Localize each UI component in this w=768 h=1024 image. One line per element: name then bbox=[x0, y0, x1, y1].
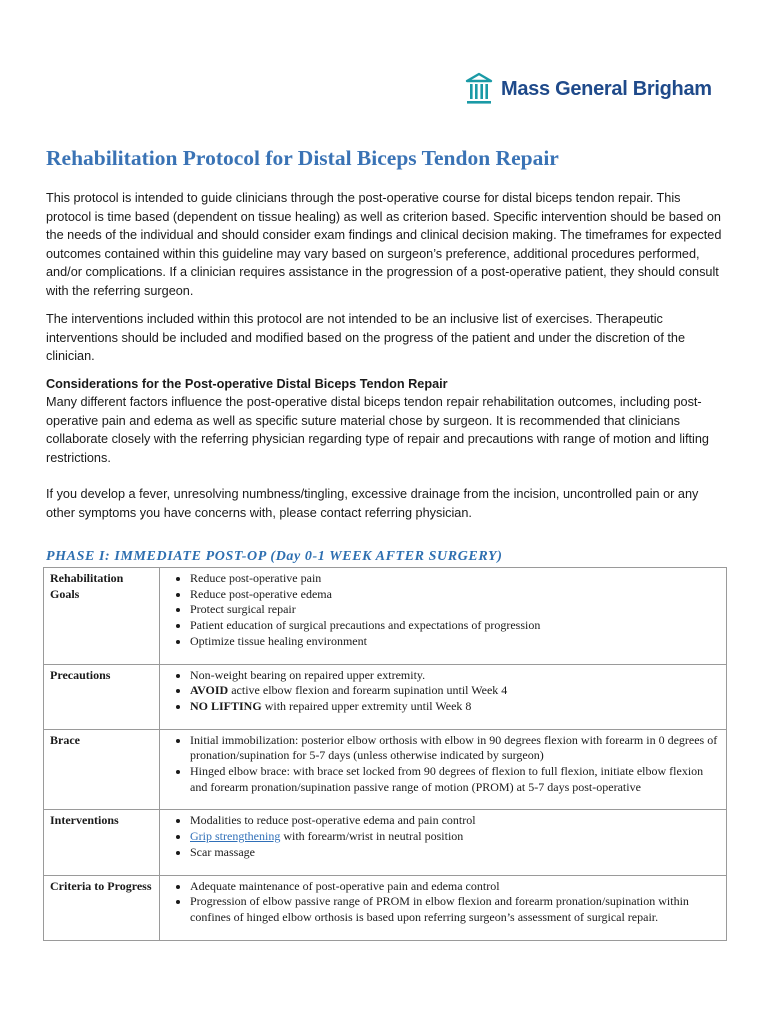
considerations-heading: Considerations for the Post-operative Distal Biceps Tendon Repair bbox=[46, 376, 448, 391]
row-content bbox=[160, 875, 727, 940]
considerations-paragraph: Many different factors influence the post-operative distal biceps tendon repair rehabilitation outcomes, including post-operative pain and edema as well as specific suture material chose by surgeon. It is recommended that clinicians collaborate closely with the referring physician regarding type of repair and precautions with range of motion and lifting restrictions. bbox=[46, 395, 709, 465]
avoid-emphasis: AVOID bbox=[190, 683, 229, 698]
list-item: • Protect surgical repair bbox=[190, 602, 720, 618]
grip-strengthening-link[interactable]: Grip strengthening bbox=[190, 829, 281, 844]
org-logo bbox=[465, 72, 712, 106]
row-label: Interventions bbox=[44, 810, 160, 875]
intro-paragraph-2: The interventions included within this protocol are not intended to be an inclusive list of exercises. Therapeutic interventions should be included and modified based on the progress of the patient and under the discretion of the clinician. bbox=[46, 312, 686, 363]
row-label: Brace bbox=[44, 729, 160, 810]
list-item bbox=[190, 683, 720, 699]
no-lifting-emphasis: NO LIFTING bbox=[190, 698, 262, 713]
list-item: • Scar massage bbox=[190, 845, 720, 861]
row-label: Criteria to Progress bbox=[44, 875, 160, 940]
row-content bbox=[160, 729, 727, 810]
table-row bbox=[44, 664, 727, 729]
intro-section bbox=[46, 189, 726, 522]
list-item: • Modalities to reduce post-operative edema and pain control bbox=[190, 813, 720, 829]
list-item: • Non-weight bearing on repaired upper extremity. bbox=[190, 668, 720, 684]
bullet-list bbox=[166, 813, 720, 860]
list-item: • Reduce post-operative pain bbox=[190, 571, 720, 587]
list-item: • Reduce post-operative edema bbox=[190, 587, 720, 603]
bullet-list bbox=[166, 668, 720, 715]
list-item: • Adequate maintenance of post-operative pain and edema control bbox=[190, 879, 720, 895]
row-content bbox=[160, 810, 727, 875]
contact-paragraph: If you develop a fever, unresolving numbness/tingling, excessive drainage from the incision, uncontrolled pain or any other symptoms you have concerns with, please contact referring physician. bbox=[46, 487, 699, 520]
no-lifting-text: with repaired upper extremity until Week 8 bbox=[261, 698, 472, 713]
row-content bbox=[160, 568, 727, 665]
avoid-text: active elbow flexion and forearm supination until Week 4 bbox=[228, 683, 508, 698]
row-content bbox=[160, 664, 727, 729]
table-row bbox=[44, 729, 727, 810]
bullet-list bbox=[166, 879, 720, 926]
org-name: Mass General Brigham bbox=[501, 77, 712, 100]
row-label: Rehabilitation Goals bbox=[44, 568, 160, 665]
phase-heading: PHASE I: IMMEDIATE POST-OP (Day 0-1 WEEK AFTER SURGERY) bbox=[46, 549, 503, 564]
list-item: • Initial immobilization: posterior elbow orthosis with elbow in 90 degrees flexion with forearm in 0 degrees of pronation/supination for 5-7 days (unless otherwise indicated by surgeon) bbox=[190, 733, 720, 764]
list-item: • Patient education of surgical precautions and expectations of progression bbox=[190, 618, 720, 634]
list-item: • Progression of elbow passive range of PROM in elbow flexion and forearm pronation/supination within confines of hinged elbow orthosis is based upon referring surgeon’s assessment of surgical repair. bbox=[190, 894, 720, 925]
list-item: • Hinged elbow brace: with brace set locked from 90 degrees of flexion to full flexion, initiate elbow flexion and forearm pronation/supination passive range of motion (PROM) at 5-7 days post-operative bbox=[190, 764, 720, 795]
list-item bbox=[190, 699, 720, 715]
row-label: Precautions bbox=[44, 664, 160, 729]
bullet-list bbox=[166, 571, 720, 650]
grip-text: with forearm/wrist in neutral position bbox=[280, 829, 464, 844]
bullet-list bbox=[166, 733, 720, 796]
table-row bbox=[44, 568, 727, 665]
intro-paragraph-1: This protocol is intended to guide clinicians through the post-operative course for distal biceps tendon repair. This protocol is time based (dependent on tissue healing) as well as criterion based. Specific intervention should be based on the needs of the individual and should consider exam findings and clinical decision making. The timeframes for expected outcomes contained within this guideline may vary based on surgeon’s preference, additional procedures performed, and/or complications. If a clinician requires assistance in the progression of a post-operative patient, they should consult with the referring surgeon. bbox=[46, 191, 722, 298]
protocol-table bbox=[43, 567, 727, 941]
page-title: Rehabilitation Protocol for Distal Biceps Tendon Repair bbox=[46, 146, 559, 170]
table-row bbox=[44, 875, 727, 940]
building-columns-icon bbox=[465, 72, 493, 106]
list-item: • Optimize tissue healing environment bbox=[190, 634, 720, 650]
table-row bbox=[44, 810, 727, 875]
list-item bbox=[190, 829, 720, 845]
